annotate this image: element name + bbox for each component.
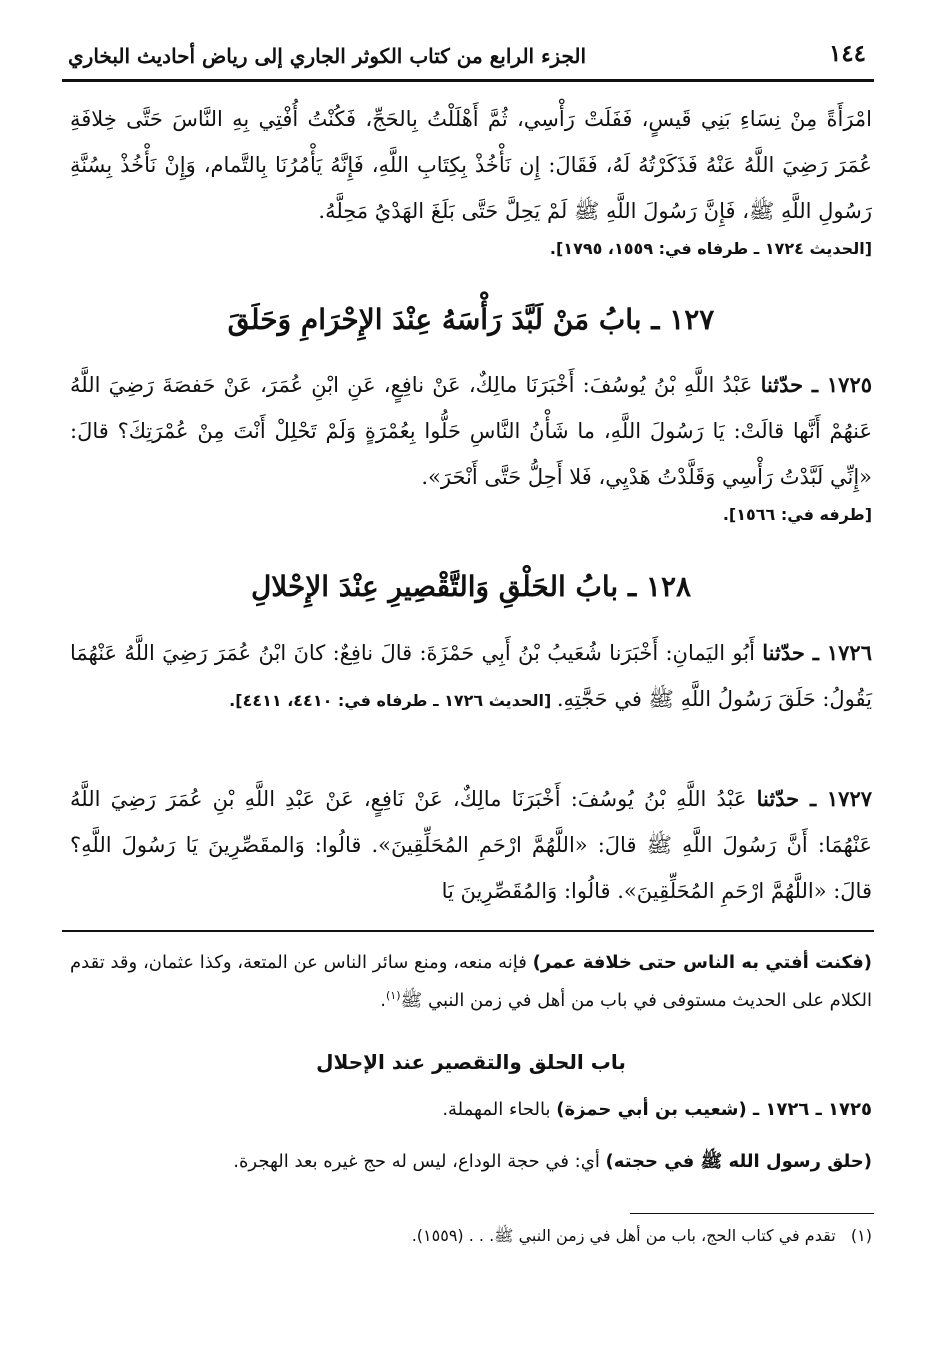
footnote (70, 1226, 872, 1249)
hadith-text: أَبُو اليَمانِ: أَخْبَرَنا شُعَيبُ بْنُ أَبِي حَمْزَةَ: قالَ نافِعٌ: كانَ ابْنُ عُمَرَ رَضِيَ اللَّهُ عَنْهُمَا يَقُولُ: حَلَقَ رَسُولُ اللَّهِ ﷺ في حَجَّتِهِ. (70, 641, 872, 711)
page-header (68, 38, 872, 78)
commentary-paragraph (70, 946, 872, 1017)
header-divider (62, 79, 874, 82)
hadith-reference: [الحديث ١٧٢٤ ـ طرفاه في: ١٥٥٩، ١٧٩٥]. (549, 239, 872, 258)
hadith-1726 (70, 630, 872, 724)
footnote-number: (١) (850, 1226, 872, 1245)
commentary-paragraph (70, 1093, 872, 1126)
commentary-chapter-title: باب الحلق والتقصير عند الإحلال (316, 1050, 626, 1074)
running-title: الجزء الرابع من كتاب الكوثر الجاري إلى رياض أحاديث البخاري (68, 44, 587, 68)
footnote-marker: (١) (386, 989, 401, 1002)
hadith-text: امْرَأَةً مِنْ نِسَاءِ بَنِي قَيسٍ، فَفَلَتْ رَأْسِي، ثُمَّ أَهْلَلْتُ بِالحَجِّ، فَكُنْتُ أُفْتِي بِهِ النَّاسَ حَتَّى خِلافَةِ عُمَرَ رَضِيَ اللَّهُ عَنْهُ فَذَكَرْتُهُ لَهُ، فَقَالَ: إِن نَأْخُذْ بِكِتَابِ اللَّهِ، فَإِنَّهُ يَأْمُرُنَا بِالتَّمام، وَإِنْ نَأْخُذْ بِسُنَّةِ رَسُولِ اللَّهِ ﷺ، فَإِنَّ رَسُولَ اللَّهِ ﷺ لَمْ يَحِلَّ حَتَّى بَلَغَ الهَدْيُ مَحِلَّهُ. (70, 107, 872, 223)
chapter-heading-127: ١٢٧ ـ بابُ مَنْ لَبَّدَ رَأْسَهُ عِنْدَ الإِحْرَامِ وَحَلَقَ (227, 303, 715, 336)
commentary-text: أي: في حجة الوداع، ليس له حج غيره بعد الهجرة. (233, 1151, 606, 1172)
hadith-1725 (70, 362, 872, 530)
hadith-number: ١٧٢٥ ـ حدّثنا (760, 372, 873, 397)
page-number: ١٤٤ (828, 40, 866, 67)
commentary-text: بالحاء المهملة. (442, 1099, 557, 1120)
hadith-1727 (70, 776, 872, 914)
commentary-lemma: (حلق رسول الله ﷺ في حجته) (605, 1151, 872, 1172)
commentary-divider (62, 930, 874, 932)
commentary-paragraph (70, 1145, 872, 1178)
footnote-divider (630, 1213, 874, 1214)
hadith-number: ١٧٢٧ ـ حدّثنا (756, 786, 873, 811)
hadith-number: ١٧٢٦ ـ حدّثنا (762, 640, 872, 665)
hadith-text: عَبْدُ اللَّهِ بْنُ يُوسُفَ: أَخْبَرَنَا مالِكٌ، عَنْ نَافِعٍ، عَنْ عَبْدِ اللَّهِ بْنِ عُمَرَ رَضِيَ اللَّهُ عَنْهُمَا: أَنَّ رَسُولَ اللَّهِ ﷺ قالَ: «اللَّهُمَّ ارْحَمِ المُحَلِّقِينَ». قالُوا: وَالمقَصِّرِينَ يَا رَسُولَ اللَّهِ؟ قالَ: «اللَّهُمَّ ارْحَمِ المُحَلِّقِينَ». قالُوا: وَالمُقَصِّرِينَ يَا (70, 787, 872, 903)
chapter-heading-128: ١٢٨ ـ بابُ الحَلْقِ وَالتَّقْصِيرِ عِنْدَ الإِحْلالِ (250, 570, 692, 603)
commentary-end: . (380, 990, 386, 1011)
hadith-1724-continuation (70, 96, 872, 264)
hadith-reference: [الحديث ١٧٢٦ ـ طرفاه في: ٤٤١٠، ٤٤١١]. (229, 691, 557, 710)
commentary-text: فإنه منعه، ومنع سائر الناس عن المتعة، وكذا عثمان، وقد تقدم الكلام على الحديث مستوفى في باب من أهل في زمن النبي ﷺ (70, 952, 872, 1011)
footnote-text: تقدم في كتاب الحج، باب من أهل في زمن النبي ﷺ. . . (١٥٥٩). (411, 1226, 836, 1245)
hadith-reference: [طرفه في: ١٥٦٦]. (722, 505, 872, 524)
hadith-text: عَبْدُ اللَّهِ بْنُ يُوسُفَ: أَخْبَرَنَا مالِكٌ، عَنْ نافِعٍ، عَنِ ابْنِ عُمَرَ، عَنْ حَفصَةَ رَضِيَ اللَّهُ عَنهُمْ أَنَّها قالَتْ: يَا رَسُولَ اللَّهِ، ما شَأْنُ النَّاسِ حَلُّوا بِعُمْرَةٍ وَلَمْ تَحْلِلْ أَنْتَ مِنْ عُمْرَتِكَ؟ قالَ: «إِنِّي لَبَّدْتُ رَأْسِي وَقَلَّدْتُ هَدْيِي، فَلا أَحِلُّ حَتَّى أَنْحَرَ». (70, 373, 872, 489)
commentary-lemma: (فكنت أفتي به الناس حتى خلافة عمر) (532, 952, 872, 973)
commentary-lemma: ١٧٢٥ ـ ١٧٢٦ ـ (شعيب بن أبي حمزة) (556, 1099, 872, 1120)
